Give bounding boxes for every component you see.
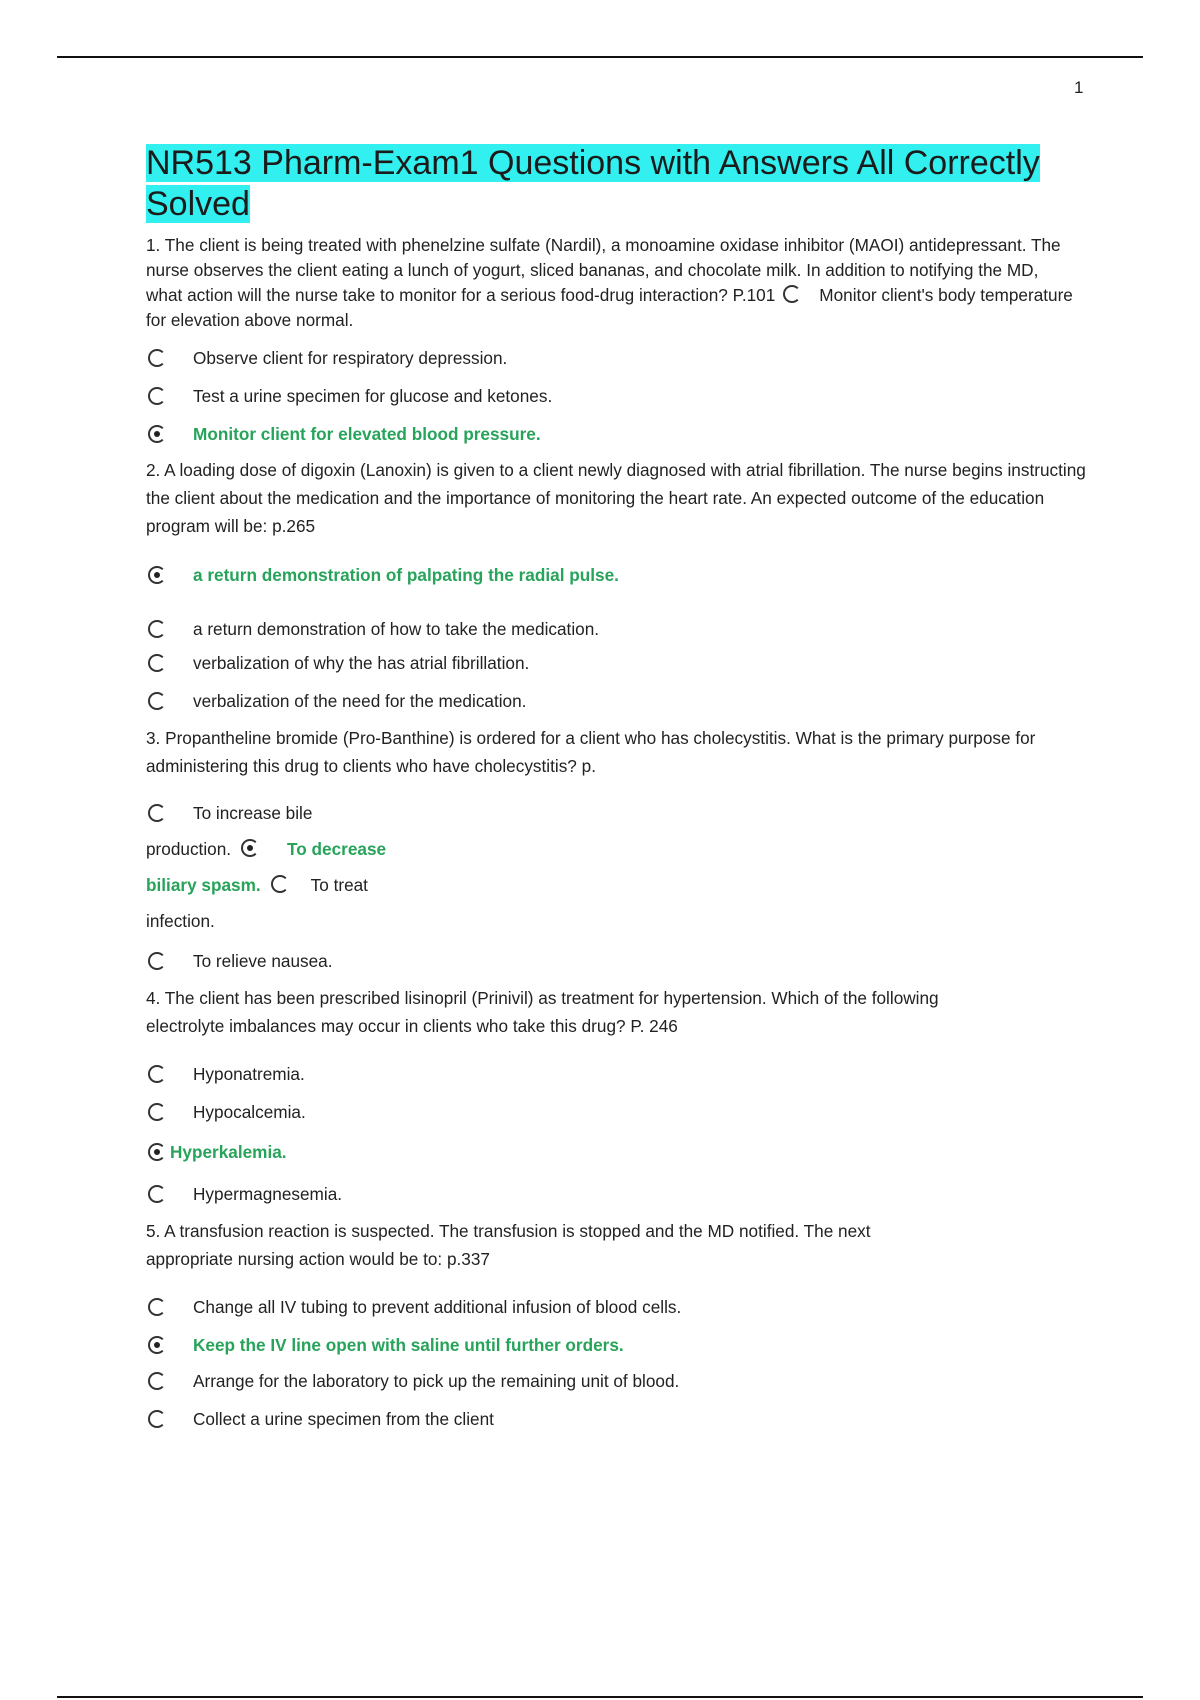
radio-button[interactable]: [148, 1372, 166, 1390]
radio-button-selected[interactable]: [148, 425, 166, 443]
question-5: 5. A transfusion reaction is suspected. The transfusion is stopped and the MD notified. The next appropriate nursing action would be to: p.337: [146, 1221, 871, 1269]
q3-option-2b: biliary spasm.: [146, 875, 261, 895]
answer-option[interactable]: [146, 1063, 1086, 1085]
question-1: [146, 233, 1076, 333]
radio-button-selected[interactable]: [241, 839, 259, 857]
q4-option-3: Hyperkalemia.: [170, 1142, 287, 1162]
page-title: [146, 143, 1086, 225]
q5-option-3: Arrange for the laboratory to pick up the remaining unit of blood.: [193, 1371, 680, 1391]
radio-button[interactable]: [148, 804, 166, 822]
radio-button[interactable]: [783, 285, 801, 303]
q2-option-3: verbalization of why the has atrial fibrillation.: [193, 653, 530, 673]
q4-option-2: Hypocalcemia.: [193, 1102, 306, 1122]
q1-option-4: Monitor client for elevated blood pressure.: [193, 424, 541, 444]
answer-option[interactable]: [146, 652, 1086, 674]
document-body: [146, 143, 1086, 1430]
answer-line: [146, 874, 1086, 896]
q4-option-4: Hypermagnesemia.: [193, 1184, 343, 1204]
radio-button[interactable]: [148, 349, 166, 367]
radio-button[interactable]: [148, 1065, 166, 1083]
page-number: 1: [1074, 78, 1084, 97]
radio-button[interactable]: [148, 952, 166, 970]
answer-option[interactable]: [146, 1370, 1086, 1392]
question-1-text: 1. The client is being treated with phenelzine sulfate (Nardil), a monoamine oxidase inhibitor (MAOI) antidepressant. The nurse observes the client eating a lunch of yogurt, sliced bananas, and chocolate milk. In addition to notifying the MD, what action will the nurse take to monitor for a serious food-drug interaction? P.101: [146, 235, 1061, 305]
q3-option-4: To relieve nausea.: [193, 951, 333, 971]
footer-rule: [57, 1696, 1143, 1698]
q3-option-3b: infection.: [146, 911, 215, 931]
q1-option-3: Test a urine specimen for glucose and ketones.: [193, 386, 553, 406]
q3-option-1a: To increase bile: [193, 803, 313, 823]
answer-option[interactable]: [146, 802, 1086, 824]
radio-button-selected[interactable]: [148, 1143, 166, 1161]
q2-option-4: verbalization of the need for the medication.: [193, 691, 527, 711]
q1-option-2: Observe client for respiratory depression.: [193, 348, 508, 368]
radio-button-selected[interactable]: [148, 1336, 166, 1354]
radio-button[interactable]: [148, 1185, 166, 1203]
question-3: 3. Propantheline bromide (Pro-Banthine) is ordered for a client who has cholecystitis. What is the primary purpose for administering this drug to clients who have cholecystitis? p.: [146, 728, 1036, 776]
radio-button[interactable]: [271, 875, 289, 893]
q3-option-2a: To decrease: [287, 839, 387, 859]
q5-option-4: Collect a urine specimen from the client: [193, 1409, 494, 1429]
radio-button-selected[interactable]: [148, 566, 166, 584]
radio-button[interactable]: [148, 387, 166, 405]
radio-button[interactable]: [148, 1298, 166, 1316]
question-2: 2. A loading dose of digoxin (Lanoxin) is given to a client newly diagnosed with atrial fibrillation. The nurse begins instructing the client about the medication and the importance of monitoring the heart rate. An expected outcome of the education program will be: p.265: [146, 460, 1086, 536]
answer-option[interactable]: [146, 347, 1086, 369]
answer-option[interactable]: [146, 1101, 1086, 1123]
q4-option-1: Hyponatremia.: [193, 1064, 305, 1084]
q3-option-1b: production.: [146, 839, 232, 859]
radio-button[interactable]: [148, 692, 166, 710]
q2-option-2: a return demonstration of how to take the medication.: [193, 619, 600, 639]
radio-button[interactable]: [148, 1410, 166, 1428]
answer-option-correct[interactable]: [146, 564, 1086, 586]
radio-button[interactable]: [148, 654, 166, 672]
q1-option-1: Monitor client's body temperature for elevation above normal.: [146, 285, 1073, 330]
answer-line: [146, 838, 1086, 860]
radio-button[interactable]: [148, 1103, 166, 1121]
answer-option[interactable]: [146, 950, 1086, 972]
radio-button[interactable]: [148, 620, 166, 638]
answer-option[interactable]: [146, 1296, 1086, 1318]
answer-option[interactable]: [146, 1408, 1086, 1430]
answer-option[interactable]: [146, 618, 1086, 640]
q3-option-3a: To treat: [310, 875, 368, 895]
answer-option[interactable]: [146, 690, 1086, 712]
title-highlight: NR513 Pharm-Exam1 Questions with Answers All Correctly Solved: [146, 144, 1040, 223]
q5-option-1: Change all IV tubing to prevent additional infusion of blood cells.: [193, 1297, 682, 1317]
q5-option-2: Keep the IV line open with saline until further orders.: [193, 1335, 624, 1355]
header-rule: [57, 56, 1143, 58]
answer-line: [146, 910, 1086, 932]
question-4: 4. The client has been prescribed lisinopril (Prinivil) as treatment for hypertension. Which of the following electrolyte imbalances may occur in clients who take this drug? P. 246: [146, 988, 939, 1036]
answer-option-correct[interactable]: [146, 1334, 1086, 1356]
q2-option-1: a return demonstration of palpating the radial pulse.: [193, 565, 619, 585]
answer-option-correct[interactable]: [146, 423, 1086, 445]
answer-option[interactable]: [146, 385, 1086, 407]
answer-option-correct[interactable]: [146, 1141, 1086, 1163]
answer-option[interactable]: [146, 1183, 1086, 1205]
